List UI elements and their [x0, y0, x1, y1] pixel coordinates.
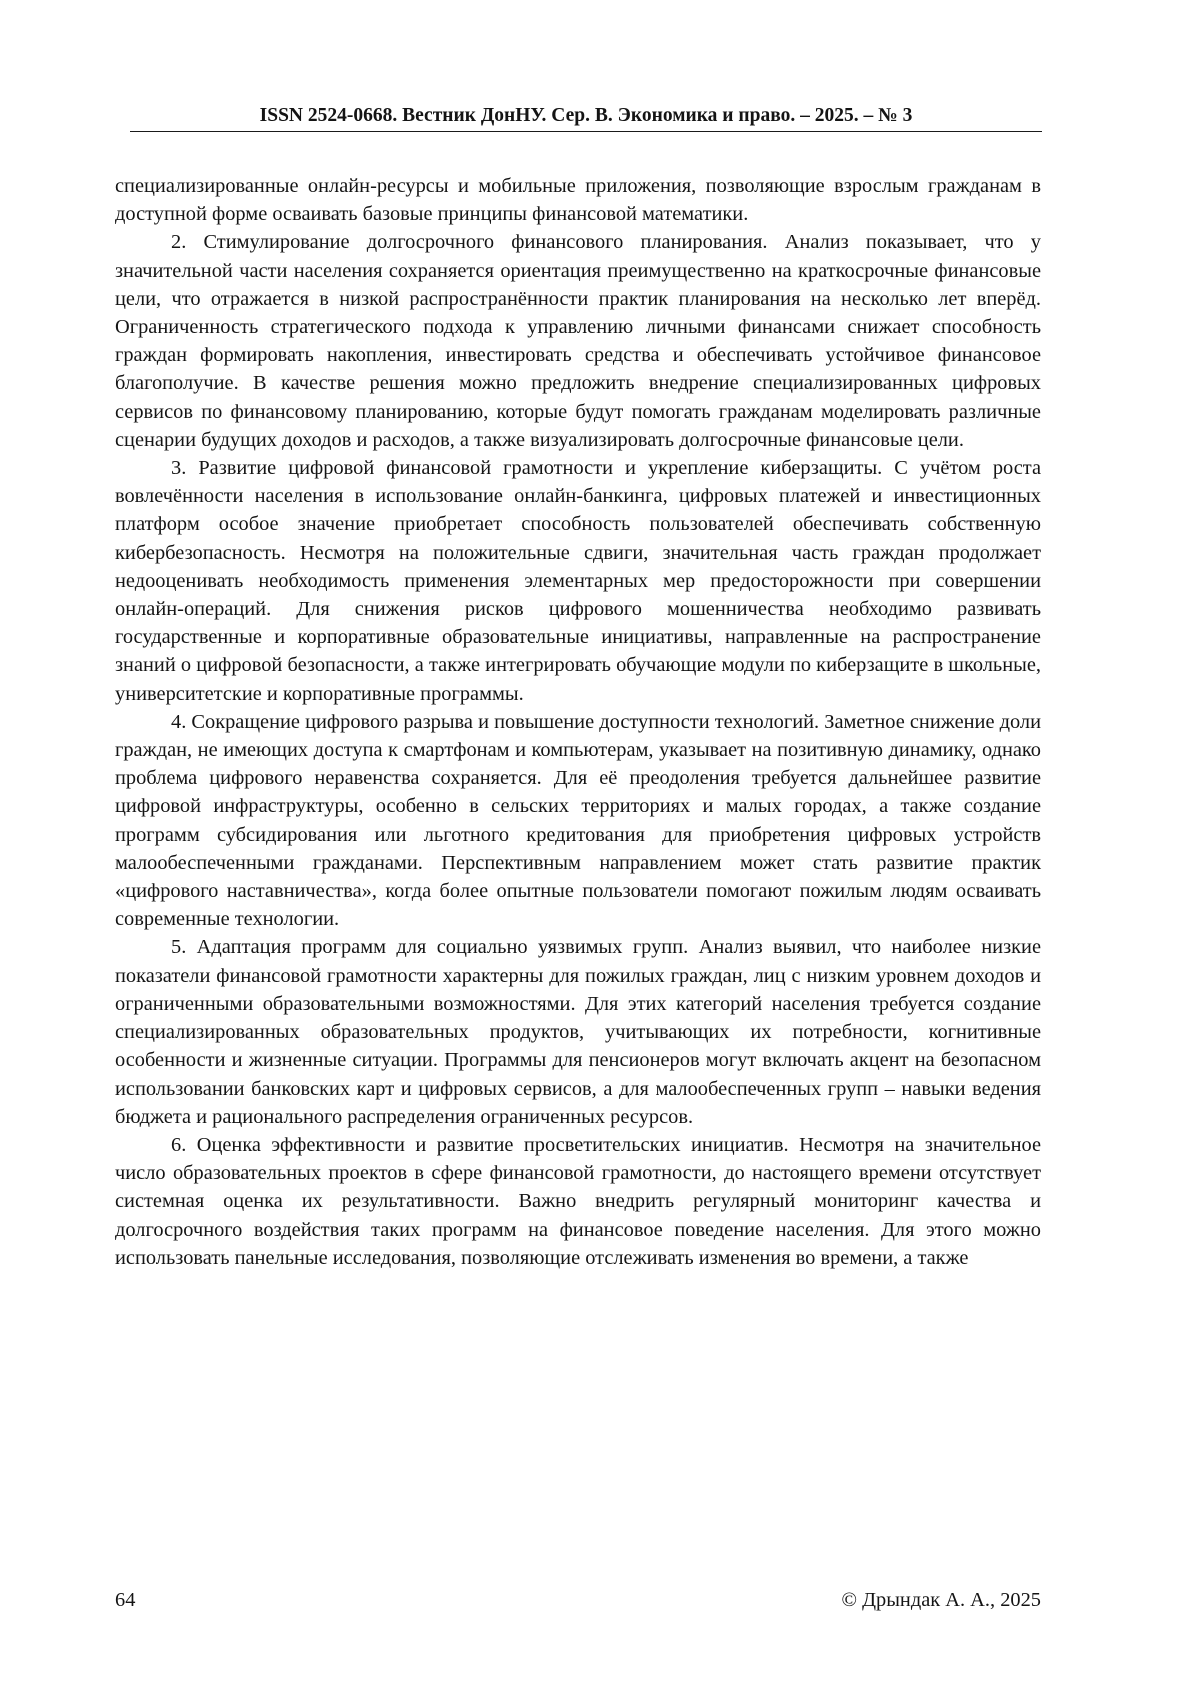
paragraph-continuation: специализированные онлайн-ресурсы и мобильные приложения, позволяющие взрослым гражданам в доступной форме осваивать базовые принципы финансовой математики.	[115, 175, 1041, 226]
paragraph-3-cyber-security: 3. Развитие цифровой финансовой грамотности и укрепление киберзащиты. С учётом роста вовлечённости населения в использование онлайн-банкинга, цифровых платежей и инвестиционных платформ особое значение приобретает способность пользователей обеспечивать собственную кибербезопасность. Несмотря на положительные сдвиги, значительная часть граждан продолжает недооценивать необходимость применения элементарных мер предосторожности при совершении онлайн-операций. Для снижения рисков цифрового мошенничества необходимо развивать государственные и корпоративные образовательные инициативы, направленные на распространение знаний о цифровой безопасности, а также интегрировать обучающие модули по киберзащите в школьные, университетские и корпоративные программы.	[115, 457, 1041, 705]
paragraph-4-digital-divide: 4. Сокращение цифрового разрыва и повышение доступности технологий. Заметное снижение доли граждан, не имеющих доступа к смартфонам и компьютерам, указывает на позитивную динамику, однако проблема цифрового неравенства сохраняется. Для её преодоления требуется дальнейшее развитие цифровой инфраструктуры, особенно в сельских территориях и малых городах, а также создание программ субсидирования или льготного кредитования для приобретения цифровых устройств малообеспеченными гражданами. Перспективным направлением может стать развитие практик «цифрового наставничества», когда более опытные пользователи помогают пожилым людям осваивать современные технологии.	[115, 710, 1041, 931]
copyright-notice: © Дрындак А. А., 2025	[841, 1589, 1041, 1611]
body-text	[115, 172, 1041, 1272]
header-rule	[130, 131, 1042, 132]
paragraph-2-long-term-planning: 2. Стимулирование долгосрочного финансового планирования. Анализ показывает, что у значительной части населения сохраняется ориентация преимущественно на краткосрочные финансовые цели, что отражается в низкой распространённости практик планирования на несколько лет вперёд. Ограниченность стратегического подхода к управлению личными финансами снижает способность граждан формировать накопления, инвестировать средства и обеспечивать устойчивое финансовое благополучие. В качестве решения можно предложить внедрение специализированных цифровых сервисов по финансовому планированию, которые будут помогать гражданам моделировать различные сценарии будущих доходов и расходов, а также визуализировать долгосрочные финансовые цели.	[115, 231, 1041, 451]
paragraph-6-efficiency-evaluation: 6. Оценка эффективности и развитие просветительских инициатив. Несмотря на значительное число образовательных проектов в сфере финансовой грамотности, до настоящего времени отсутствует системная оценка их результативности. Важно внедрить регулярный мониторинг качества и долгосрочного воздействия таких программ на финансовое поведение населения. Для этого можно использовать панельные исследования, позволяющие отслеживать изменения во времени, а также	[115, 1133, 1041, 1269]
page-number: 64	[115, 1589, 136, 1611]
running-header: ISSN 2524-0668. Вестник ДонНУ. Сер. В. Экономика и право. – 2025. – № 3	[259, 105, 913, 126]
paragraph-5-vulnerable-groups: 5. Адаптация программ для социально уязвимых групп. Анализ выявил, что наиболее низкие показатели финансовой грамотности характерны для пожилых граждан, лиц с низким уровнем доходов и ограниченными образовательными возможностями. Для этих категорий населения требуется создание специализированных образовательных продуктов, учитывающих их потребности, когнитивные особенности и жизненные ситуации. Программы для пенсионеров могут включать акцент на безопасном использовании банковских карт и цифровых сервисов, а для малообеспеченных групп – навыки ведения бюджета и рационального распределения ограниченных ресурсов.	[115, 936, 1041, 1128]
